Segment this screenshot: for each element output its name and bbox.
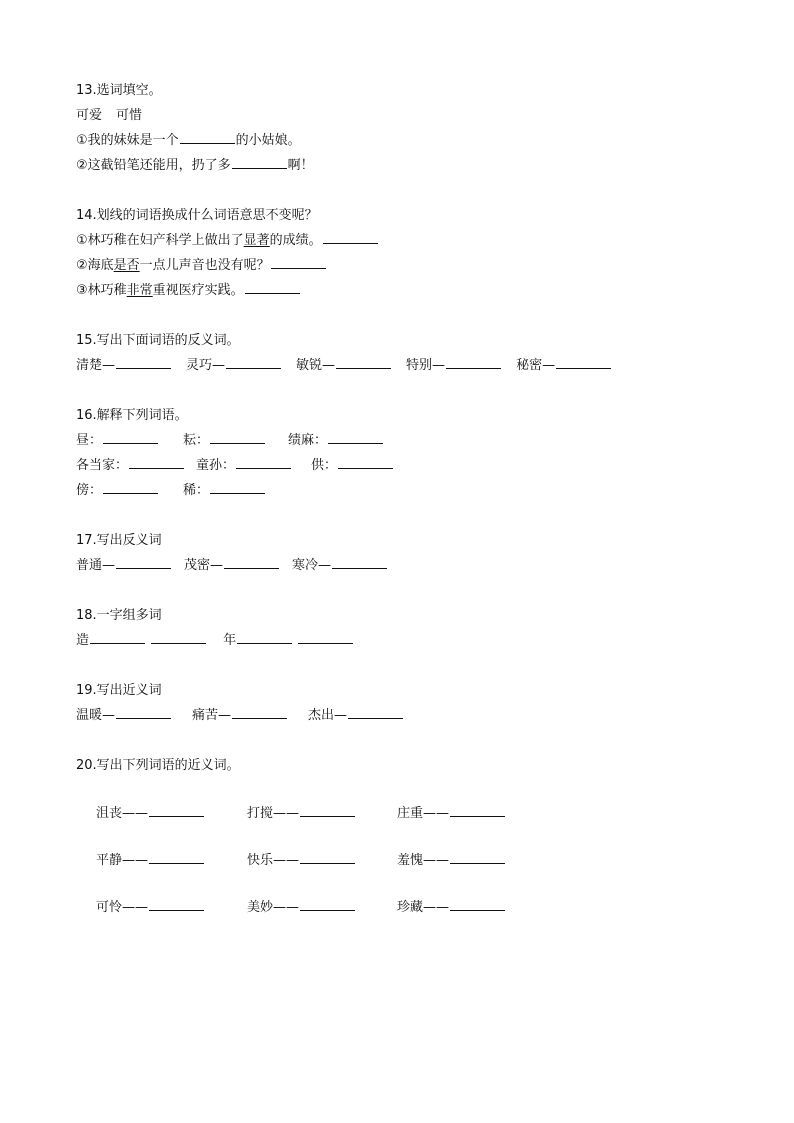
q16-word: 耘：	[183, 433, 210, 448]
q14-sentence-2	[76, 253, 756, 278]
q14-s2-suffix: 一点儿声音也没有呢？	[139, 258, 270, 273]
q20-word: 羞愧——	[397, 853, 450, 868]
q20-item	[247, 884, 397, 931]
answer-blank[interactable]	[236, 454, 291, 469]
answer-blank[interactable]	[336, 354, 391, 369]
q20-row-1	[76, 790, 756, 837]
answer-blank[interactable]	[300, 849, 355, 864]
q14-s1-underlined: 显著	[243, 233, 270, 248]
q13-option-1: 可爱	[76, 108, 103, 123]
answer-blank[interactable]	[149, 802, 204, 817]
q20-word: 可怜——	[96, 900, 149, 915]
q15-word: 灵巧—	[186, 358, 226, 373]
q16-item	[183, 478, 266, 503]
q20-title: 20.写出下列词语的近义词。	[76, 758, 240, 773]
answer-blank[interactable]	[210, 479, 265, 494]
q13-s1-prefix: ①我的妹妹是一个	[76, 133, 179, 148]
answer-blank[interactable]	[450, 802, 505, 817]
q14-s2-prefix: ②海底	[76, 258, 114, 273]
q16-word: 各当家：	[76, 458, 129, 473]
q19-item	[76, 703, 172, 728]
q20-item	[397, 884, 548, 931]
q16-word: 昼：	[76, 433, 103, 448]
q16-word: 稀：	[183, 483, 210, 498]
q14-s3-underlined: 非常	[126, 283, 153, 298]
q13-word-options	[76, 103, 756, 128]
q16-row-1	[76, 428, 756, 453]
answer-blank[interactable]	[323, 229, 378, 244]
q16-row-3	[76, 478, 756, 503]
q13-sentence-1	[76, 128, 756, 153]
answer-blank[interactable]	[180, 129, 235, 144]
q16-word: 供：	[311, 458, 338, 473]
q14-s2-underlined: 是否	[113, 258, 140, 273]
answer-blank[interactable]	[103, 479, 158, 494]
q20-item	[96, 884, 247, 931]
answer-blank[interactable]	[129, 454, 184, 469]
answer-blank[interactable]	[226, 354, 281, 369]
answer-blank[interactable]	[338, 454, 393, 469]
q13-option-2: 可惜	[116, 108, 143, 123]
q18-items	[76, 628, 756, 653]
answer-blank[interactable]	[210, 429, 265, 444]
q18-title: 18.一字组多词	[76, 608, 162, 623]
q15-title: 15.写出下面词语的反义词。	[76, 333, 240, 348]
answer-blank[interactable]	[271, 254, 326, 269]
q13-s2-prefix: ②这截铅笔还能用，扔了多	[76, 158, 231, 173]
q17-word: 普通—	[76, 558, 116, 573]
q19-items	[76, 703, 756, 728]
answer-blank[interactable]	[224, 554, 279, 569]
answer-blank[interactable]	[450, 896, 505, 911]
q20-word: 庄重——	[397, 806, 450, 821]
q13-sentence-2	[76, 153, 756, 178]
worksheet	[76, 78, 756, 931]
q13-s2-suffix: 啊！	[287, 158, 314, 173]
q16-item	[76, 478, 183, 503]
q20-word: 沮丧——	[96, 806, 149, 821]
q17-item	[292, 553, 388, 578]
q15-word: 敏锐—	[296, 358, 336, 373]
q20-word: 打搅——	[247, 806, 300, 821]
answer-blank[interactable]	[103, 429, 158, 444]
q18-char: 造	[76, 633, 90, 648]
answer-blank[interactable]	[332, 554, 387, 569]
answer-blank[interactable]	[348, 704, 403, 719]
q17-word: 寒冷—	[292, 558, 332, 573]
q16-item	[183, 428, 288, 453]
q20-item	[397, 790, 548, 837]
q18-char: 年	[223, 633, 237, 648]
q15-word: 清楚—	[76, 358, 116, 373]
q16-word: 傍：	[76, 483, 103, 498]
answer-blank[interactable]	[450, 849, 505, 864]
q20-item	[96, 790, 247, 837]
q20-item	[397, 837, 548, 884]
q19-item	[192, 703, 288, 728]
answer-blank[interactable]	[151, 629, 206, 644]
q20-word: 快乐——	[247, 853, 300, 868]
q19-word: 杰出—	[308, 708, 348, 723]
q14-sentence-3	[76, 278, 756, 303]
answer-blank[interactable]	[300, 802, 355, 817]
q14-s1-prefix: ①林巧稚在妇产科学上做出了	[76, 233, 244, 248]
q20-item	[247, 790, 397, 837]
q14-title: 14.划线的词语换成什么词语意思不变呢？	[76, 208, 318, 223]
q16-item	[196, 453, 311, 478]
q17-items	[76, 553, 756, 578]
q17-word: 茂密—	[184, 558, 224, 573]
answer-blank[interactable]	[300, 896, 355, 911]
q16-item	[76, 453, 196, 478]
answer-blank[interactable]	[328, 429, 383, 444]
answer-blank[interactable]	[446, 354, 501, 369]
q13-title: 13.选词填空。	[76, 83, 162, 98]
answer-blank[interactable]	[116, 354, 171, 369]
q16-row-2	[76, 453, 756, 478]
q16-item	[288, 428, 384, 453]
q20-word: 平静——	[96, 853, 149, 868]
q15-items	[76, 353, 756, 378]
q17-title: 17.写出反义词	[76, 533, 162, 548]
answer-blank[interactable]	[116, 554, 171, 569]
answer-blank[interactable]	[245, 279, 300, 294]
answer-blank[interactable]	[232, 704, 287, 719]
q16-item	[76, 428, 183, 453]
q17-item	[184, 553, 280, 578]
answer-blank[interactable]	[90, 629, 145, 644]
q19-word: 温暖—	[76, 708, 116, 723]
q15-item	[516, 353, 612, 378]
q16-title: 16.解释下列词语。	[76, 408, 188, 423]
answer-blank[interactable]	[556, 354, 611, 369]
q20-word: 珍藏——	[397, 900, 450, 915]
q19-item	[308, 703, 404, 728]
q20-item	[96, 837, 247, 884]
answer-blank[interactable]	[149, 896, 204, 911]
answer-blank[interactable]	[232, 154, 287, 169]
q14-s1-suffix: 的成绩。	[269, 233, 322, 248]
q14-s3-suffix: 重视医疗实践。	[152, 283, 244, 298]
q20-row-2	[76, 837, 756, 884]
answer-blank[interactable]	[298, 629, 353, 644]
q17-item	[76, 553, 172, 578]
q15-item	[186, 353, 282, 378]
q14-sentence-1	[76, 228, 756, 253]
q15-item	[406, 353, 502, 378]
q16-word: 童孙：	[196, 458, 236, 473]
q16-word: 绩麻：	[288, 433, 328, 448]
q15-item	[296, 353, 392, 378]
q20-word: 美妙——	[247, 900, 300, 915]
answer-blank[interactable]	[116, 704, 171, 719]
q15-word: 秘密—	[516, 358, 556, 373]
q15-word: 特别—	[406, 358, 446, 373]
q20-item	[247, 837, 397, 884]
answer-blank[interactable]	[237, 629, 292, 644]
q15-item	[76, 353, 172, 378]
q13-s1-suffix: 的小姑娘。	[235, 133, 301, 148]
q16-item	[311, 453, 394, 478]
q14-s3-prefix: ③林巧稚	[76, 283, 127, 298]
q20-row-3	[76, 884, 756, 931]
q19-title: 19.写出近义词	[76, 683, 162, 698]
answer-blank[interactable]	[149, 849, 204, 864]
q19-word: 痛苦—	[192, 708, 232, 723]
